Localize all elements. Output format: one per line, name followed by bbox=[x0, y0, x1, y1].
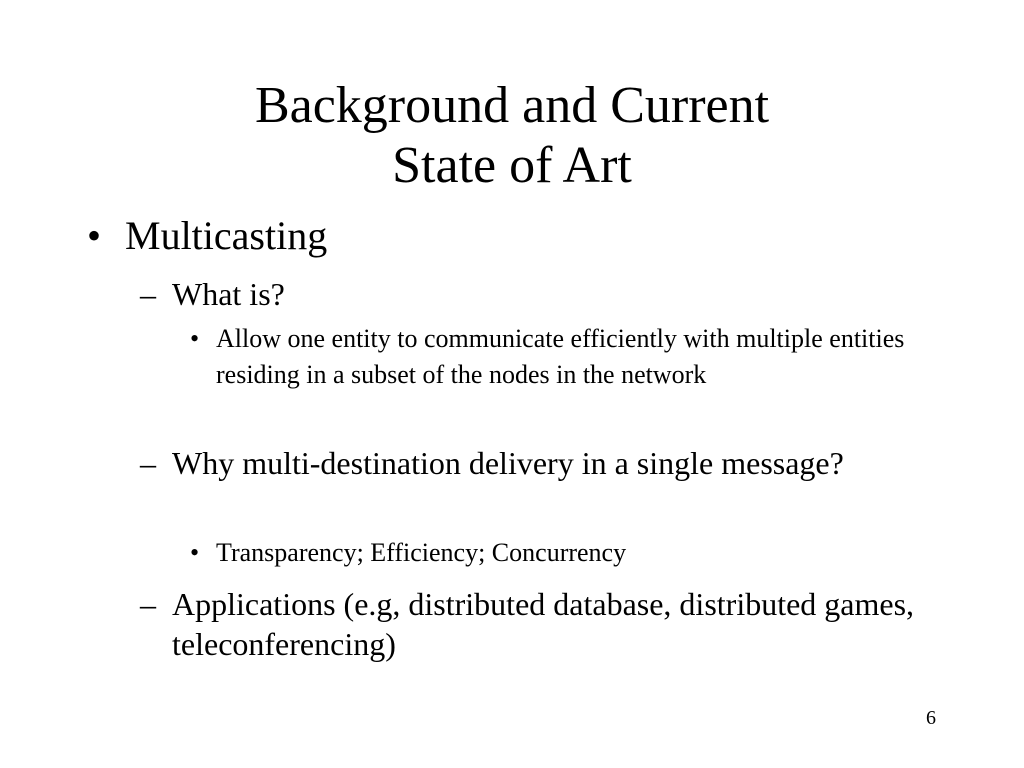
slide-title-line-1: Background and Current bbox=[254, 77, 770, 134]
subbullet-text: What is? bbox=[172, 276, 285, 312]
bullet-dash-icon: – bbox=[140, 276, 156, 312]
slide-title-line-2: State of Art bbox=[392, 137, 632, 194]
subsubbullet-why-detail bbox=[190, 535, 986, 571]
subbullet-text: Applications (e.g, distributed database, distributed games, teleconferencing) bbox=[172, 586, 915, 662]
subsubbullet-text: Allow one entity to communicate efficiently with multiple entities residing in a subset of the nodes in the network bbox=[216, 324, 905, 389]
bullet-dot-icon: • bbox=[190, 538, 200, 567]
bullet-dash-icon: – bbox=[140, 586, 156, 622]
subsubbullet-what-is-detail bbox=[190, 321, 986, 393]
page-number: 6 bbox=[926, 707, 936, 729]
slide-title bbox=[0, 76, 1024, 196]
bullet-dot-icon: • bbox=[87, 213, 102, 258]
bullet-dash-icon: – bbox=[140, 445, 156, 481]
subsubbullet-text: Transparency; Efficiency; Concurrency bbox=[216, 538, 627, 567]
subbullet-text: Why multi-destination delivery in a single message? bbox=[172, 445, 844, 481]
bullet-text: Multicasting bbox=[125, 213, 328, 258]
subbullet-what-is bbox=[140, 274, 992, 314]
bullet-multicasting bbox=[87, 213, 328, 258]
subbullet-applications bbox=[140, 584, 992, 664]
bullet-dot-icon: • bbox=[190, 324, 200, 353]
subbullet-why-multi-destination bbox=[140, 443, 992, 483]
